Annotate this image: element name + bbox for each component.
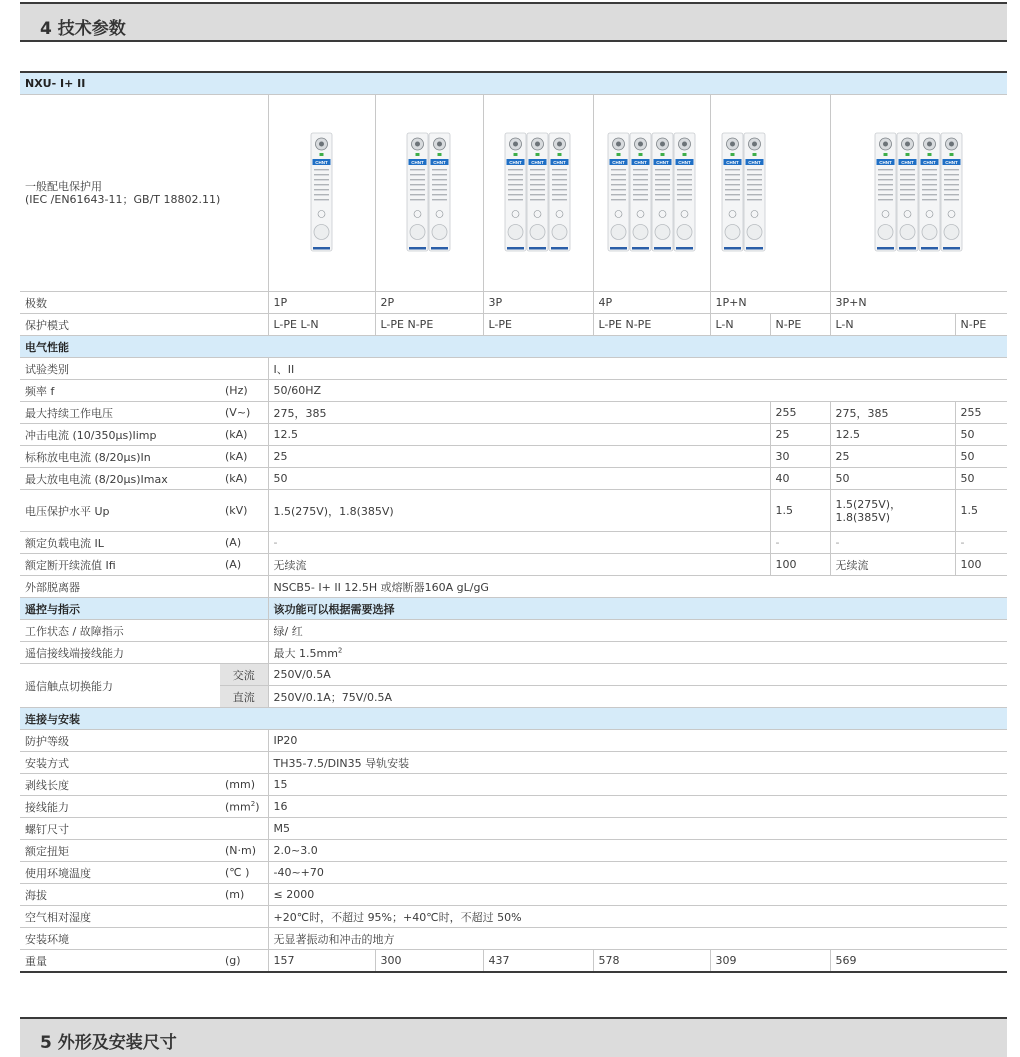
row-value <box>830 490 955 532</box>
row-value: 100 <box>955 554 1007 576</box>
follow-current-row <box>20 554 1007 576</box>
row-value: 绿/ 红 <box>268 620 1007 642</box>
svg-text:CHNT: CHNT <box>725 160 739 165</box>
spec-table <box>20 71 1007 973</box>
section-header-5 <box>20 1017 1007 1057</box>
image-cell-1pn <box>710 95 830 292</box>
mode-value: L-N <box>710 314 770 336</box>
electrical-header-row <box>20 336 1007 358</box>
row-unit: (kA) <box>220 468 268 490</box>
row-value: 12.5 <box>830 424 955 446</box>
svg-text:CHNT: CHNT <box>633 160 647 165</box>
row-label: 外部脱离器 <box>20 576 268 598</box>
row-value: 2.0~3.0 <box>268 840 1007 862</box>
spd-module-1pn-image <box>721 132 767 254</box>
weight-value: 157 <box>268 950 375 973</box>
row-label: 试验类别 <box>20 358 268 380</box>
row-value: 50 <box>955 446 1007 468</box>
max-voltage-row <box>20 402 1007 424</box>
row-value: 16 <box>268 796 1007 818</box>
row-value: 255 <box>955 402 1007 424</box>
svg-text:CHNT: CHNT <box>411 160 424 165</box>
weight-value: 309 <box>710 950 830 973</box>
application-line1: 一般配电保护用 <box>25 180 102 193</box>
row-value: 50 <box>955 424 1007 446</box>
spd-module-3p-image <box>504 132 572 254</box>
row-unit: (V~) <box>220 402 268 424</box>
mode-value: L-N <box>830 314 955 336</box>
section-title: 5 外形及安装尺寸 <box>40 1033 177 1053</box>
pole-value: 1P <box>268 292 375 314</box>
impulse-current-row <box>20 424 1007 446</box>
svg-text:CHNT: CHNT <box>611 160 625 165</box>
svg-text:CHNT: CHNT <box>655 160 669 165</box>
max-discharge-row <box>20 468 1007 490</box>
row-value: +20℃时，不超过 95%；+40℃时，不超过 50% <box>268 906 1007 928</box>
frequency-row <box>20 380 1007 402</box>
row-value: TH35-7.5/DIN35 导轨安装 <box>268 752 1007 774</box>
row-value: 30 <box>770 446 830 468</box>
weight-value: 300 <box>375 950 483 973</box>
image-cell-2p <box>375 95 483 292</box>
ac-label: 交流 <box>220 664 268 686</box>
row-value: 50 <box>955 468 1007 490</box>
svg-text:CHNT: CHNT <box>923 160 936 165</box>
row-value: 250V/0.5A <box>268 664 1007 686</box>
row-label: 剥线长度 <box>20 774 220 796</box>
nominal-current-row <box>20 446 1007 468</box>
mode-value: N-PE <box>770 314 830 336</box>
row-value-line: 1.8(385V) <box>835 510 891 524</box>
row-unit: (g) <box>220 950 268 973</box>
row-value: 50/60HZ <box>268 380 1007 402</box>
row-value: NSCB5- I+ II 12.5H 或熔断器160A gL/gG <box>268 576 1007 598</box>
row-unit: (A) <box>220 554 268 576</box>
weight-value: 437 <box>483 950 593 973</box>
row-value: 250V/0.1A；75V/0.5A <box>268 686 1007 708</box>
row-label: 安装环境 <box>20 928 268 950</box>
row-label: 电压保护水平 Up <box>20 490 220 532</box>
row-label: 防护等级 <box>20 730 268 752</box>
row-value: 1.5(275V)，1.8(385V) <box>268 490 770 532</box>
svg-text:CHNT: CHNT <box>314 160 328 165</box>
spd-module-3pn-image <box>874 132 964 254</box>
strip-row <box>20 774 1007 796</box>
row-value: 无续流 <box>830 554 955 576</box>
application-cell <box>20 95 268 292</box>
protection-mode-label: 保护模式 <box>20 314 268 336</box>
row-value: -40~+70 <box>268 862 1007 884</box>
terminal-sup: 2 <box>337 645 343 654</box>
row-unit: (m) <box>220 884 268 906</box>
row-unit: (mm) <box>220 774 268 796</box>
row-label: 工作状态 / 故障指示 <box>20 620 268 642</box>
unit-text: ) <box>255 800 260 814</box>
svg-text:CHNT: CHNT <box>509 160 522 165</box>
row-value: M5 <box>268 818 1007 840</box>
row-label: 额定扭矩 <box>20 840 220 862</box>
row-value-line: 1.5(275V)， <box>835 497 902 511</box>
row-value: - <box>770 532 830 554</box>
svg-text:CHNT: CHNT <box>945 160 958 165</box>
row-label: 冲击电流 (10/350μs)Iimp <box>20 424 220 446</box>
row-label: 遥信接线端接线能力 <box>20 642 268 664</box>
svg-text:CHNT: CHNT <box>433 160 446 165</box>
row-label: 使用环境温度 <box>20 862 220 884</box>
application-line2: (IEC /EN61643-11；GB/T 18802.11) <box>25 193 221 206</box>
row-value: 12.5 <box>268 424 770 446</box>
row-label: 空气相对湿度 <box>20 906 268 928</box>
row-value: 无显著振动和冲击的地方 <box>268 928 1007 950</box>
mode-value: L-PE N-PE <box>593 314 710 336</box>
row-value: 50 <box>268 468 770 490</box>
model-row <box>20 72 1007 95</box>
weight-value: 569 <box>830 950 1007 973</box>
row-value: ≤ 2000 <box>268 884 1007 906</box>
model-label: NXU- I+ II <box>20 72 1007 95</box>
row-label: 海拔 <box>20 884 220 906</box>
mount-row <box>20 752 1007 774</box>
row-unit: (℃ ) <box>220 862 268 884</box>
row-label: 频率 f <box>20 380 220 402</box>
mode-value: L-PE <box>483 314 593 336</box>
row-label: 遥信触点切换能力 <box>20 664 220 708</box>
row-label: 最大放电电流 (8/20μs)Imax <box>20 468 220 490</box>
row-unit: (kV) <box>220 490 268 532</box>
electrical-title: 电气性能 <box>20 336 1007 358</box>
external-disconnector-row <box>20 576 1007 598</box>
row-value: I、II <box>268 358 1007 380</box>
svg-text:CHNT: CHNT <box>879 160 892 165</box>
row-label: 额定负载电流 IL <box>20 532 220 554</box>
section-title: 4 技术参数 <box>40 19 126 39</box>
row-value: IP20 <box>268 730 1007 752</box>
poles-label: 极数 <box>20 292 268 314</box>
image-cell-3pn <box>830 95 1007 292</box>
row-value: 50 <box>830 468 955 490</box>
weight-value: 578 <box>593 950 710 973</box>
row-value: - <box>268 532 770 554</box>
terminal-row <box>20 642 1007 664</box>
install-title: 连接与安装 <box>20 708 1007 730</box>
svg-text:CHNT: CHNT <box>901 160 914 165</box>
image-cell-4p <box>593 95 710 292</box>
mode-value: L-PE L-N <box>268 314 375 336</box>
mode-value: N-PE <box>955 314 1007 336</box>
row-label: 螺钉尺寸 <box>20 818 268 840</box>
protection-mode-row <box>20 314 1007 336</box>
spd-module-2p-image <box>406 132 452 254</box>
pole-value: 3P <box>483 292 593 314</box>
status-row <box>20 620 1007 642</box>
row-label: 标称放电电流 (8/20μs)In <box>20 446 220 468</box>
temp-row <box>20 862 1007 884</box>
rated-load-row <box>20 532 1007 554</box>
row-unit: (A) <box>220 532 268 554</box>
row-value: - <box>955 532 1007 554</box>
row-unit: (Hz) <box>220 380 268 402</box>
remote-title: 遥控与指示 <box>20 598 268 620</box>
row-unit: (kA) <box>220 424 268 446</box>
row-value: 25 <box>830 446 955 468</box>
svg-text:CHNT: CHNT <box>553 160 566 165</box>
svg-text:CHNT: CHNT <box>677 160 691 165</box>
torque-row <box>20 840 1007 862</box>
row-value: - <box>830 532 955 554</box>
terminal-value: 最大 1.5mm <box>273 646 338 660</box>
image-cell-3p <box>483 95 593 292</box>
row-value: 275，385 <box>830 402 955 424</box>
row-value: 25 <box>770 424 830 446</box>
row-value: 275，385 <box>268 402 770 424</box>
pole-value: 1P+N <box>710 292 830 314</box>
svg-text:CHNT: CHNT <box>747 160 761 165</box>
unit-sup: 2 <box>250 799 256 808</box>
pole-value: 4P <box>593 292 710 314</box>
section-header-4 <box>20 2 1007 42</box>
row-label: 额定断开续流值 Ifi <box>20 554 220 576</box>
install-header-row <box>20 708 1007 730</box>
spd-module-4p-image <box>607 132 697 254</box>
row-value: 255 <box>770 402 830 424</box>
remote-header-row <box>20 598 1007 620</box>
spd-module-1p-image <box>310 132 334 254</box>
pole-value: 3P+N <box>830 292 1007 314</box>
protection-level-row <box>20 490 1007 532</box>
row-value: 25 <box>268 446 770 468</box>
row-value: 100 <box>770 554 830 576</box>
row-unit: (N·m) <box>220 840 268 862</box>
row-label: 最大持续工作电压 <box>20 402 220 424</box>
test-class-row <box>20 358 1007 380</box>
image-row <box>20 95 1007 292</box>
row-unit <box>220 796 268 818</box>
row-label: 安装方式 <box>20 752 268 774</box>
row-value: 1.5 <box>770 490 830 532</box>
mode-value: L-PE N-PE <box>375 314 483 336</box>
pole-value: 2P <box>375 292 483 314</box>
dc-label: 直流 <box>220 686 268 708</box>
environment-row <box>20 928 1007 950</box>
weight-row <box>20 950 1007 973</box>
altitude-row <box>20 884 1007 906</box>
humidity-row <box>20 906 1007 928</box>
unit-text: (mm <box>225 800 251 814</box>
row-label: 重量 <box>20 950 220 973</box>
wiring-row <box>20 796 1007 818</box>
row-value: 1.5 <box>955 490 1007 532</box>
row-value: 无续流 <box>268 554 770 576</box>
poles-row <box>20 292 1007 314</box>
row-unit: (kA) <box>220 446 268 468</box>
row-value: 40 <box>770 468 830 490</box>
ip-row <box>20 730 1007 752</box>
remote-note: 该功能可以根据需要选择 <box>268 598 1007 620</box>
svg-text:CHNT: CHNT <box>531 160 544 165</box>
row-value: 15 <box>268 774 1007 796</box>
row-value <box>268 642 1007 664</box>
contact-ac-row <box>20 664 1007 686</box>
screw-row <box>20 818 1007 840</box>
row-label: 接线能力 <box>20 796 220 818</box>
image-cell-1p <box>268 95 375 292</box>
